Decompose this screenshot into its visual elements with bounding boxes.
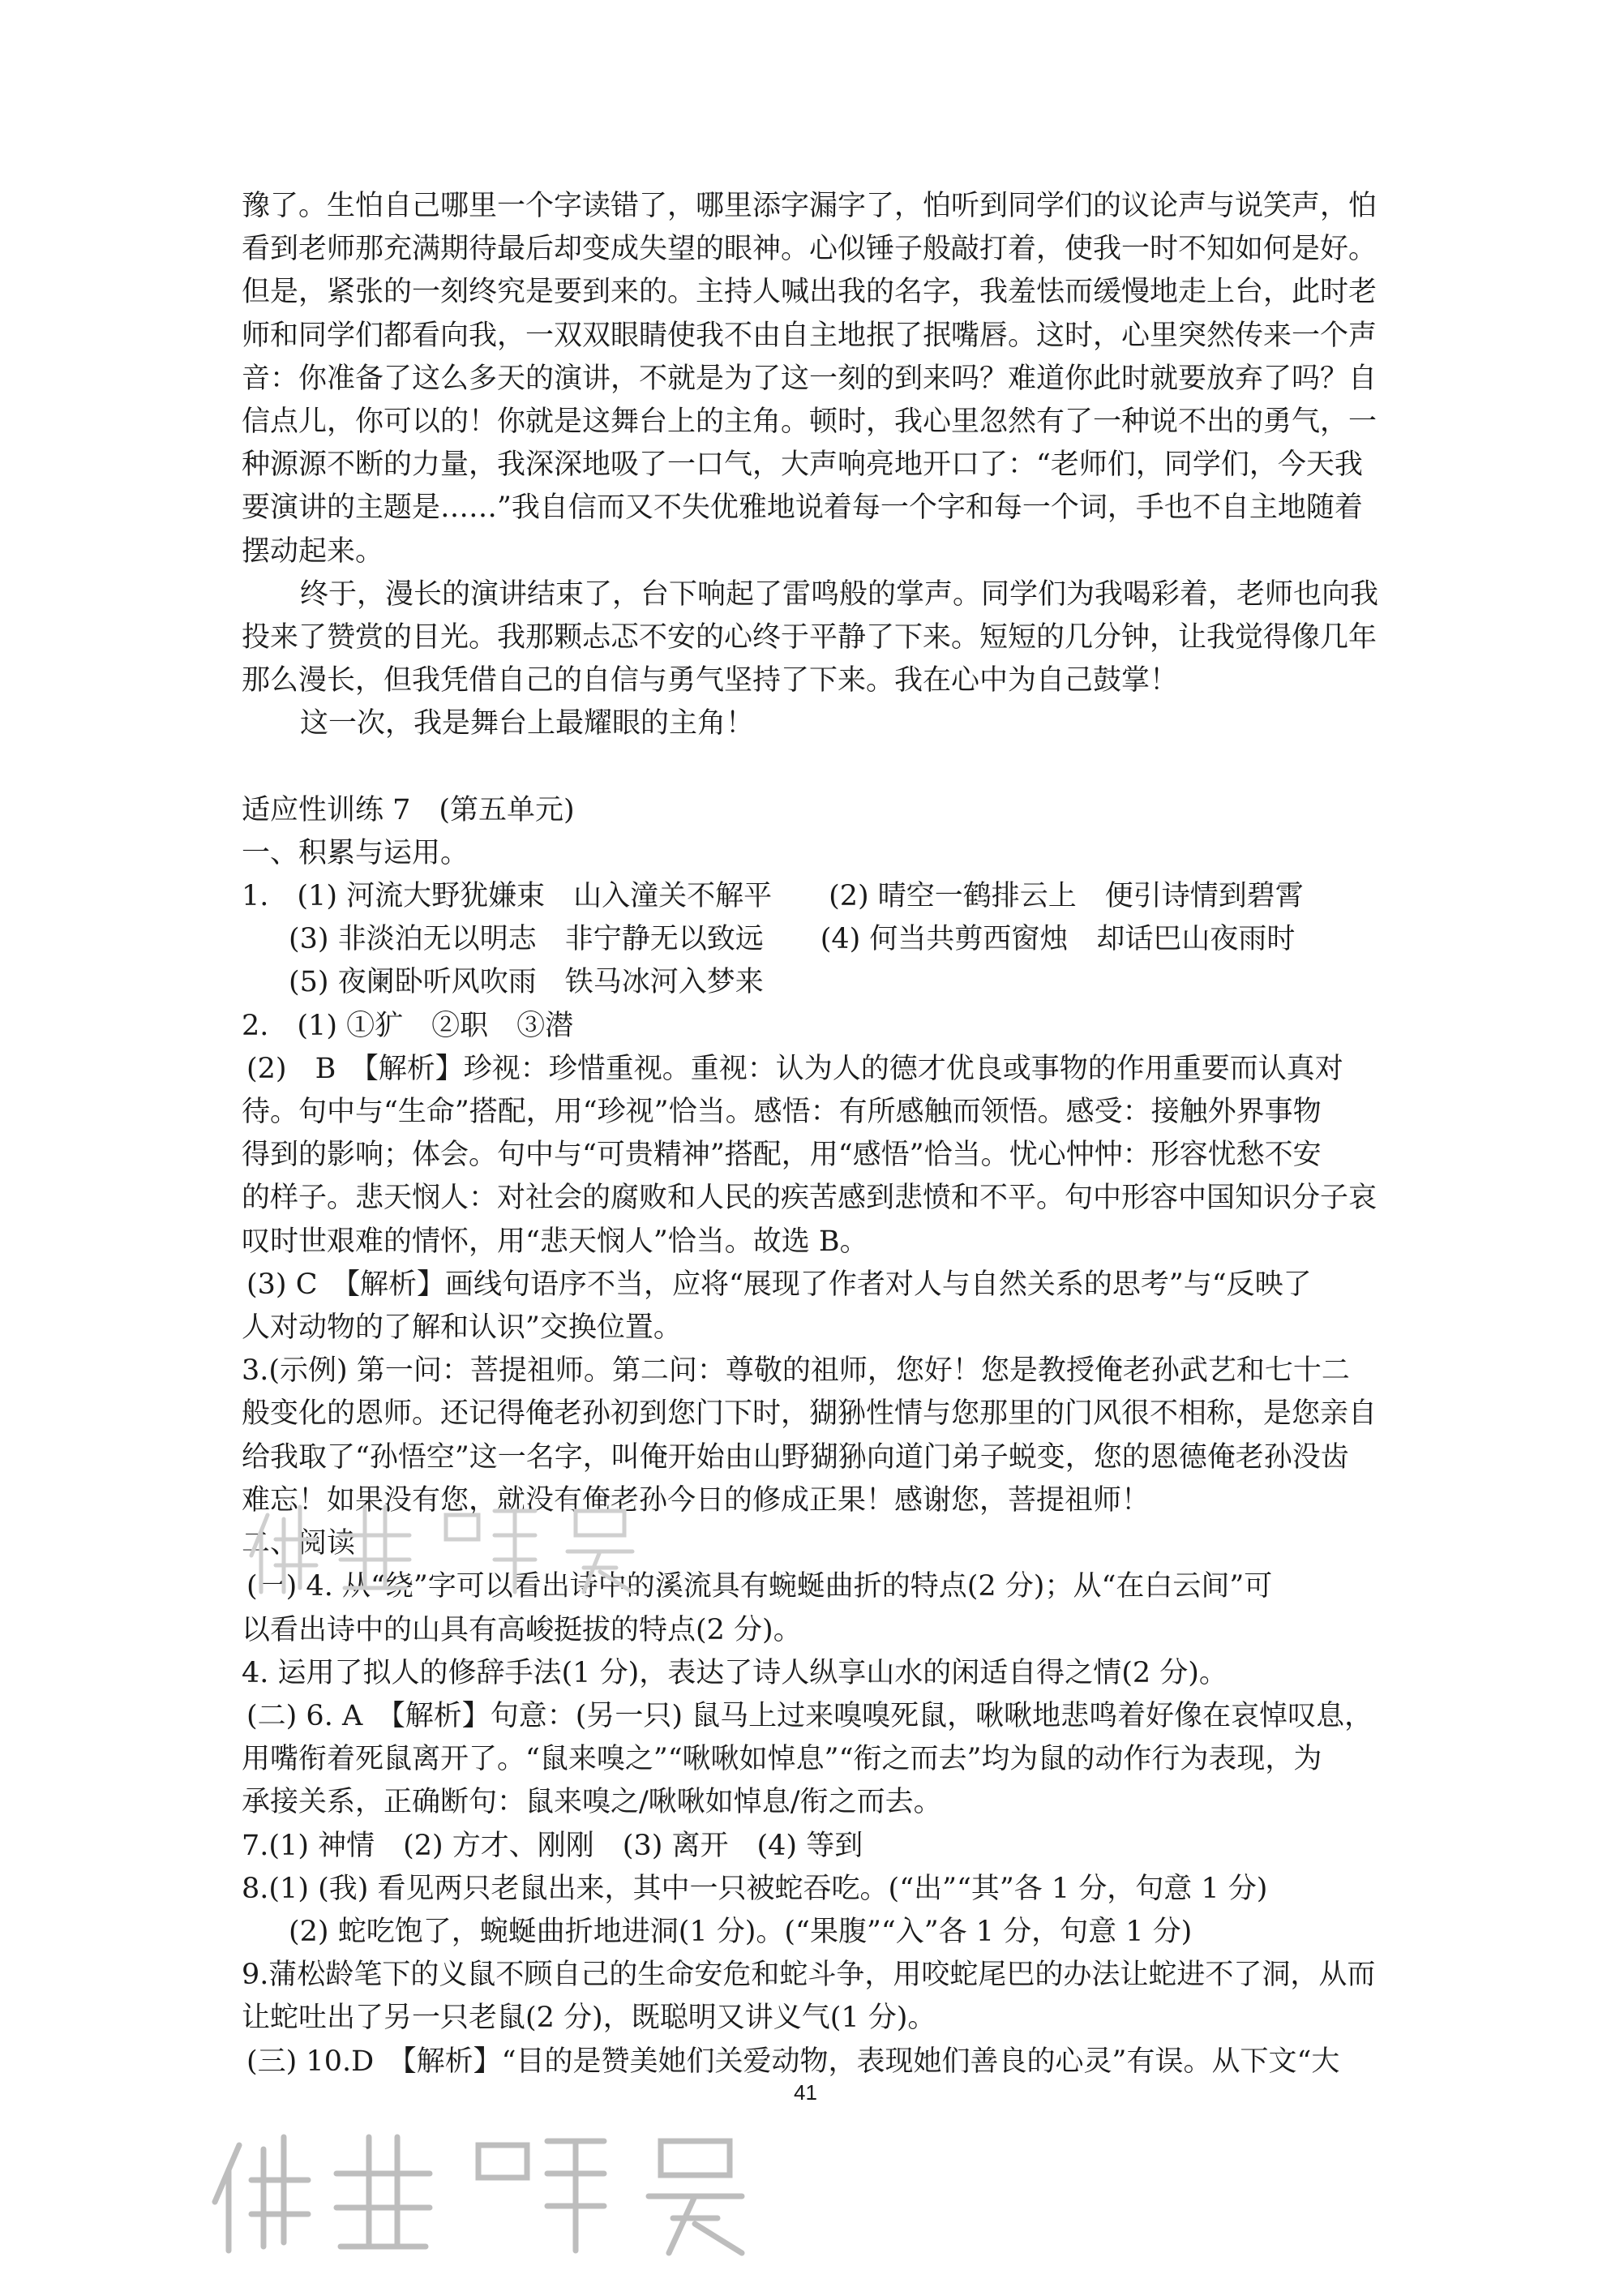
answer-q6-line: 用嘴衔着死鼠离开了。“鼠来嗅之”“啾啾如悼息”“衔之而去”均为鼠的动作行为表现，为 bbox=[242, 1743, 1322, 1776]
essay-line: 那么漫长，但我凭借自己的自信与勇气坚持了下来。我在心中为自己鼓掌！ bbox=[242, 664, 1179, 697]
part-heading: 一、积累与运用。 bbox=[242, 836, 469, 869]
part-heading: 二、阅读 bbox=[242, 1527, 356, 1560]
answer-q4-line: 4. 运用了拟人的修辞手法(1 分)，表达了诗人纵享山水的闲适自得之情(2 分)。 bbox=[242, 1656, 1228, 1689]
essay-line: 信点儿，你可以的！你就是这舞台上的主角。顿时，我心里忽然有了一种说不出的勇气，一 bbox=[242, 406, 1377, 439]
answer-q4-line: 以看出诗中的山具有高峻挺拔的特点(2 分)。 bbox=[242, 1613, 802, 1646]
answer-q1-line: 1. (1) 河流大野犹嫌束 山入潼关不解平 (2) 晴空一鹤排云上 便引诗情到碧霄 bbox=[242, 880, 1304, 913]
answer-q2-line: (2) B 【解析】珍视：珍惜重视。重视：认为人的德才优良或事物的作用重要而认真对 bbox=[246, 1052, 1343, 1085]
answer-q2-line: 叹时世艰难的情怀，用“悲天悯人”恰当。故选 B。 bbox=[242, 1225, 868, 1258]
watermark-logo bbox=[243, 1491, 665, 1628]
answer-q10-line: (三) 10.D 【解析】“目的是赞美她们关爱动物，表现她们善良的心灵”有误。从下文“大 bbox=[246, 2045, 1340, 2078]
essay-line: 音：你准备了这么多天的演讲，不就是为了这一刻的到来吗？难道你此时就要放弃了吗？自 bbox=[242, 362, 1377, 395]
essay-line: 终于，漫长的演讲结束了，台下响起了雷鸣般的掌声。同学们为我喝彩着，老师也向我 bbox=[300, 577, 1379, 611]
answer-q3-line: 给我取了“孙悟空”这一名字，叫俺开始由山野猢狲向道门弟子蜕变，您的恩德俺老孙没齿 bbox=[242, 1440, 1349, 1474]
document-body bbox=[242, 185, 1377, 2084]
essay-line: 投来了赞赏的目光。我那颗忐忑不安的心终于平静了下来。短短的几分钟，让我觉得像几年 bbox=[242, 621, 1377, 654]
watermark-logo bbox=[203, 2117, 786, 2296]
essay-line: 摆动起来。 bbox=[242, 534, 384, 568]
answer-q2-line: 得到的影响；体会。句中与“可贵精神”搭配，用“感悟”恰当。忧心忡忡：形容忧愁不安 bbox=[242, 1139, 1322, 1172]
watermark-glyph-shape bbox=[243, 1491, 665, 1604]
page-number: 41 bbox=[794, 2080, 817, 2105]
essay-line: 要演讲的主题是……”我自信而又不失优雅地说着每一个字和每一个词，手也不自主地随着 bbox=[242, 491, 1363, 525]
answer-q3-line: 难忘！如果没有您，就没有俺老孙今日的修成正果！感谢您，菩提祖师！ bbox=[242, 1483, 1150, 1517]
answer-q2-line: (3) C 【解析】画线句语序不当，应将“展现了作者对人与自然关系的思考”与“反映了 bbox=[246, 1268, 1312, 1301]
essay-line: 看到老师那充满期待最后却变成失望的眼神。心似锤子般敲打着，使我一时不知如何是好。 bbox=[242, 233, 1377, 266]
answer-q1-line: (3) 非淡泊无以明志 非宁静无以致远 (4) 何当共剪西窗烛 却话巴山夜雨时 bbox=[289, 923, 1296, 956]
answer-q8-line: (2) 蛇吃饱了，蜿蜒曲折地进洞(1 分)。(“果腹”“入”各 1 分，句意 1 分) bbox=[289, 1915, 1193, 1948]
essay-line: 种源源不断的力量，我深深地吸了一口气，大声响亮地开口了：“老师们，同学们，今天我 bbox=[242, 448, 1363, 482]
answer-q7-line: 7.(1) 神情 (2) 方才、刚刚 (3) 离开 (4) 等到 bbox=[242, 1829, 863, 1862]
answer-q3-line: 3.(示例) 第一问：菩提祖师。第二问：尊敬的祖师，您好！您是教授俺老孙武艺和七十二 bbox=[242, 1354, 1350, 1388]
answer-q9-line: 9.蒲松龄笔下的义鼠不顾自己的生命安危和蛇斗争，用咬蛇尾巴的办法让蛇进不了洞，从而 bbox=[242, 1959, 1376, 1992]
answer-q9-line: 让蛇吐出了另一只老鼠(2 分)，既聪明又讲义气(1 分)。 bbox=[242, 2002, 936, 2035]
answer-q4-line: (一) 4. 从“绕”字可以看出诗中的溪流具有蜿蜒曲折的特点(2 分)；从“在白云间”可 bbox=[246, 1570, 1273, 1603]
essay-line: 豫了。生怕自己哪里一个字读错了，哪里添字漏字了，怕听到同学们的议论声与说笑声，怕 bbox=[242, 190, 1377, 222]
essay-closing-line: 这一次，我是舞台上最耀眼的主角！ bbox=[300, 707, 755, 740]
section-title: 适应性训练 7 (第五单元) bbox=[242, 793, 575, 826]
answer-q2-line: 人对动物的了解和认识”交换位置。 bbox=[242, 1311, 682, 1345]
answer-q8-line: 8.(1) (我) 看见两只老鼠出来，其中一只被蛇吞吃。(“出”“其”各 1 分，句意 1 分) bbox=[242, 1872, 1268, 1905]
answer-q2-line: 的样子。悲天悯人：对社会的腐败和人民的疾苦感到悲愤和不平。句中形容中国知识分子哀 bbox=[242, 1182, 1377, 1215]
answer-q1-line: (5) 夜阑卧听风吹雨 铁马冰河入梦来 bbox=[289, 966, 764, 999]
answer-q2-line: 待。句中与“生命”搭配，用“珍视”恰当。感悟：有所感触而领悟。感受：接触外界事物 bbox=[242, 1096, 1322, 1129]
answer-q6-line: 承接关系，正确断句：鼠来嗅之/啾啾如悼息/衔之而去。 bbox=[242, 1786, 942, 1819]
watermark-glyph-shape bbox=[203, 2117, 786, 2263]
essay-line: 师和同学们都看向我，一双双眼睛使我不由自主地抿了抿嘴唇。这时，心里突然传来一个声 bbox=[242, 319, 1377, 352]
answer-q6-line: (二) 6. A 【解析】句意：(另一只) 鼠马上过来嗅嗅死鼠，啾啾地悲鸣着好像在哀悼叹息， bbox=[246, 1699, 1373, 1732]
answer-q3-line: 般变化的恩师。还记得俺老孙初到您门下时，猢狲性情与您那里的门风很不相称，是您亲自 bbox=[242, 1397, 1377, 1431]
spacer bbox=[242, 746, 1377, 789]
answer-q2-line: 2. (1) ①犷 ②职 ③潜 bbox=[242, 1009, 574, 1042]
essay-line: 但是，紧张的一刻终究是要到来的。主持人喊出我的名字，我羞怯而缓慢地走上台，此时老 bbox=[242, 276, 1377, 309]
